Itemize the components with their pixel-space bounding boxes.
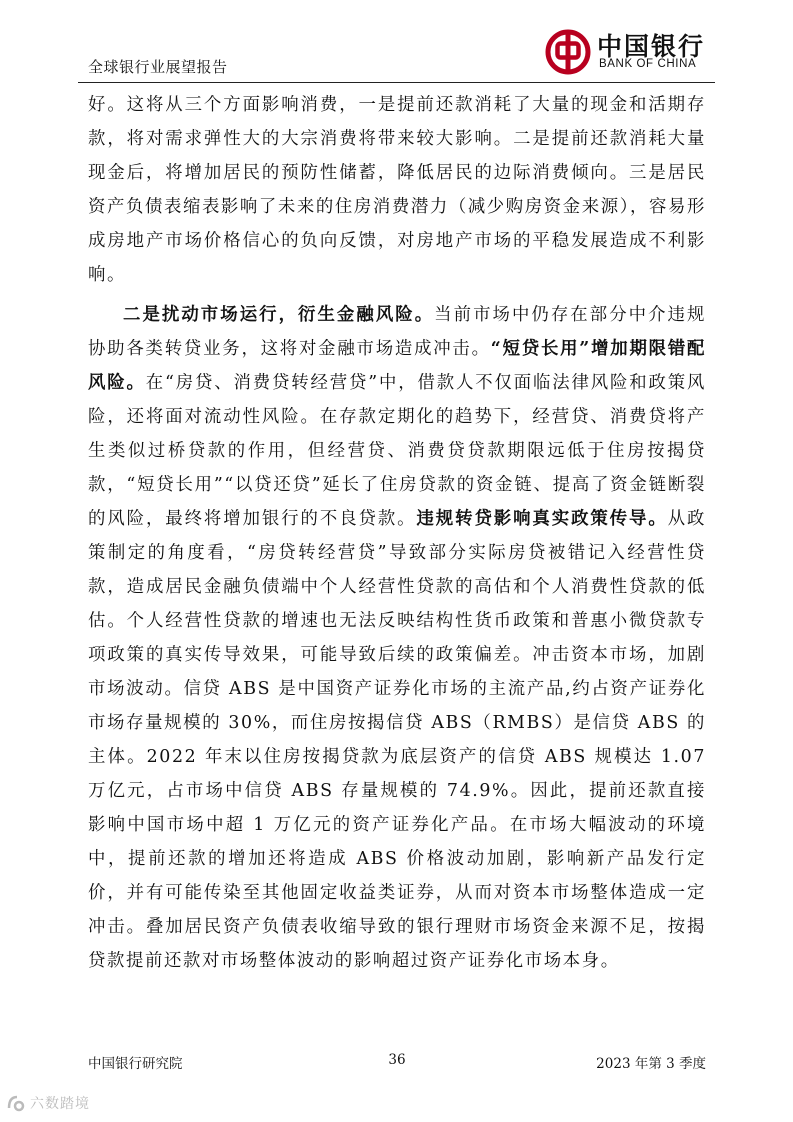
paragraph-2-text-a: 当前市场中仍存在部分中介违规协助各类转贷业务，这将对金融市场造成冲击。 [88, 305, 706, 359]
header-divider [78, 82, 715, 83]
paragraph-2-text-c: 从政策制定的角度看，“房贷转经营贷”导致部分实际房贷被错记入经营性贷款，造成居民金融负债端中个人经营性贷款的高估和个人消费性贷款的低估。个人经营性贷款的增速也无法反映结构性货币政策和普惠小微贷款专项政策的真实传导效果，可能导致后续的政策偏差。冲击资本市场，加剧市场波动。信贷 ABS 是中国资产证券化市场的主流产品,约占资产证券化市场存量规模的 30%，而住房按揭信贷 ABS（RMBS）是信贷 ABS 的主体。2022 年末以住房按揭贷款为底层资产的信贷 ABS 规模达 1.07 万亿元，占市场中信贷 ABS 存量规模的 74.9%。因此，提前还款直接影响中国市场中超 1 万亿元的资产证券化产品。在市场大幅波动的环境中，提前还款的增加还将造成 ABS 价格波动加剧，影响新产品发行定价，并有可能传染至其他固定收益类证券，从而对资本市场整体造成一定冲击。叠加居民资产负债表收缩导致的银行理财市场资金来源不足，按揭贷款提前还款对市场整体波动的影响超过资产证券化市场本身。 [88, 509, 707, 971]
paragraph-2 [88, 298, 706, 978]
footer-period: 2023 年第 3 季度 [596, 1056, 706, 1072]
watermark-logo-icon [6, 1093, 26, 1113]
report-title: 全球银行业展望报告 [88, 58, 228, 76]
page-header [78, 25, 715, 83]
bank-of-china-emblem-icon [545, 29, 591, 75]
bank-logo [545, 25, 715, 75]
paragraph-1-text: 好。这将从三个方面影响消费，一是提前还款消耗了大量的现金和活期存款，将对需求弹性大的大宗消费将带来较大影响。二是提前还款消耗大量现金后，将增加居民的预防性储蓄，降低居民的边际消费倾向。三是居民资产负债表缩表影响了未来的住房消费潜力（减少购房资金来源），容易形成房地产市场价格信心的负向反馈，对房地产市场的平稳发展造成不利影响。 [88, 95, 706, 285]
paragraph-1 [88, 88, 706, 292]
paragraph-2-emphasis-b: 违规转贷影响真实政策传导。 [416, 509, 668, 529]
body-text [88, 88, 706, 984]
logo-chinese-name: 中国银行 [597, 32, 706, 61]
watermark [6, 1093, 90, 1117]
paragraph-2-heading: 二是扰动市场运行，衍生金融风险。 [123, 305, 435, 325]
paragraph-2-text-b: 在“房贷、消费贷转经营贷”中，借款人不仅面临法律风险和政策风险，还将面对流动性风险。在存款定期化的趋势下，经营贷、消费贷将产生类似过桥贷款的作用，但经营贷、消费贷贷款期限远低于住房按揭贷款，“短贷长用”“以贷还贷”延长了住房贷款的资金链、提高了资金链断裂的风险，最终将增加银行的不良贷款。 [88, 373, 706, 529]
footer-institute: 中国银行研究院 [88, 1056, 183, 1072]
page-number: 36 [388, 1052, 406, 1068]
page-footer [88, 1052, 706, 1074]
logo-english-name: BANK OF CHINA [599, 58, 697, 70]
watermark-text: 六数踏境 [30, 1096, 90, 1112]
paragraph-2-emphasis-a: “短贷长用”增加期限错配风险。 [88, 339, 706, 393]
